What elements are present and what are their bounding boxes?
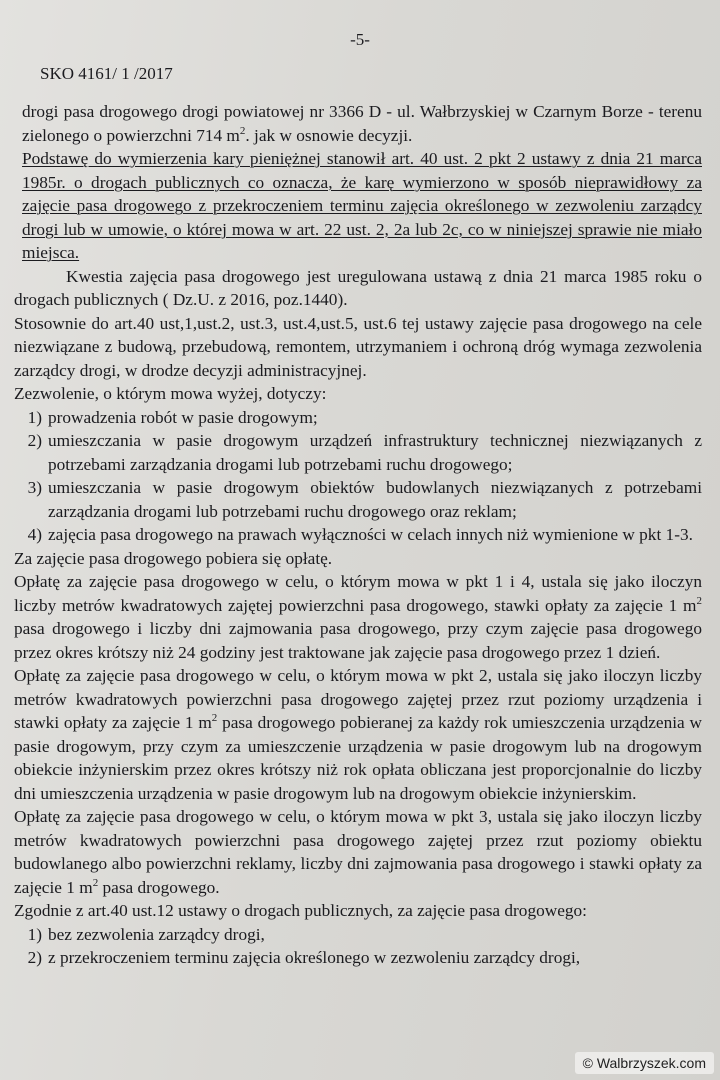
paragraph-oplata-pkt-2: Opłatę za zajęcie pasa drogowego w celu, o którym mowa w pkt 2, ustala się jako iloczyn liczby metrów kwadratowych powierzchni pasa drogowego zajętej przez rzut poziomy urządzenia i stawki opłaty za zajęcie 1 $m^2$ pasa drogowego pobieranej za każdy rok umieszczenia urządzenia w pasie drogowym, przy czym za umieszczenie urządzenia w pasie drogowym lub na drogowym obiekcie inżynierskim przez okres krótszy niż rok opłata obliczana jest proporcjonalnie do liczby dni umieszczenia urządzenia w pasie drogowym lub na drogowym obiekcie inżynierskim. — [14, 666, 702, 803]
paragraph-continuation: drogi pasa drogowego drogi powiatowej nr 3366 D - ul. Wałbrzyskiej w Czarnym Borze - terenu zielonego o powierzchni 714 $m^2$. jak w osnowie decyzji. — [22, 102, 702, 145]
document-reference: SKO 4161/ 1 /2017 — [40, 64, 173, 83]
paragraph-zgodnie: Zgodnie z art.40 ust.12 ustawy o drogach publicznych, za zajęcie pasa drogowego: — [14, 901, 587, 920]
list-item: 4) zajęcia pasa drogowego na prawach wyłączności w celach innych niż wymienione w pkt 1-3. — [27, 525, 693, 544]
paragraph-oplata: Za zajęcie pasa drogowego pobiera się opłatę. — [14, 548, 333, 568]
page-number: -5- — [350, 30, 370, 49]
paragraph-kwestia: Kwestia zajęcia pasa drogowego jest uregulowana ustawą z dnia 21 marca 1985 roku o drogach publicznych ( Dz.U. z 2016, poz.1440). — [14, 266, 702, 309]
paragraph-zezwolenie: Zezwolenie, o którym mowa wyżej, dotyczy: — [14, 384, 327, 403]
list-item: 3) umieszczania w pasie drogowym obiektów budowlanych niezwiązanych z potrzebami zarządzania drogami lub potrzebami ruchu drogowego oraz reklam; — [27, 478, 702, 521]
list-item: 2) umieszczania w pasie drogowym urządzeń infrastruktury technicznej niezwiązanych z potrzebami zarządzania drogami lub potrzebami ruchu drogowego; — [27, 431, 702, 474]
list-item: 1) bez zezwolenia zarządcy drogi, — [27, 924, 265, 944]
watermark: © Walbrzyszek.com — [575, 1052, 714, 1074]
paragraph-oplata-pkt-3: Opłatę za zajęcie pasa drogowego w celu, o którym mowa w pkt 3, ustala się jako iloczyn liczby metrów kwadratowych powierzchni pasa drogowego zajętej przez rzut poziomy obiektu budowlanego albo powierzchni reklamy, liczby dni zajmowania pasa drogowego i stawki opłaty za zajęcie 1 $m^2$ pasa drogowego. — [14, 807, 702, 897]
document-body — [14, 100, 702, 970]
list-item: 1) prowadzenia robót w pasie drogowym; — [27, 407, 318, 427]
list-item: 2) z przekroczeniem terminu zajęcia określonego w zezwoleniu zarządcy drogi, — [27, 948, 581, 967]
paragraph-oplata-pkt-1-4: Opłatę za zajęcie pasa drogowego w celu, o którym mowa w pkt 1 i 4, ustala się jako iloczyn liczby metrów kwadratowych zajętej powierzchni pasa drogowego, stawki opłaty za zajęcie 1 $m^2$ pasa drogowego i liczby dni zajmowania pasa drogowego, przy czym zajęcie pasa drogowego przez okres krótszy niż 24 godziny jest traktowane jak zajęcie pasa drogowego przez 1 dzień. — [14, 572, 702, 662]
paragraph-stosownie: Stosownie do art.40 ust,1,ust.2, ust.3, ust.4,ust.5, ust.6 tej ustawy zajęcie pasa drogowego na cele niezwiązane z budową, przebudową, remontem, utrzymaniem i ochroną dróg wymaga zezwolenia zarządcy drogi, w drodze decyzji administracyjnej. — [14, 313, 702, 380]
underlined-paragraph: Podstawę do wymierzenia kary pieniężnej stanowił art. 40 ust. 2 pkt 2 ustawy z dnia 21 marca 1985r. o drogach publicznych co oznacza, że karę wymierzono w sposób nieprawidłowy za zajęcie pasa drogowego z przekroczeniem terminu zajęcia określonego w zezwoleniu zarządcy drogi lub w umowie, o której mowa w art. 22 ust. 2, 2a lub 2c, co w niniejszej sprawie nie miało miejsca. — [22, 149, 702, 262]
